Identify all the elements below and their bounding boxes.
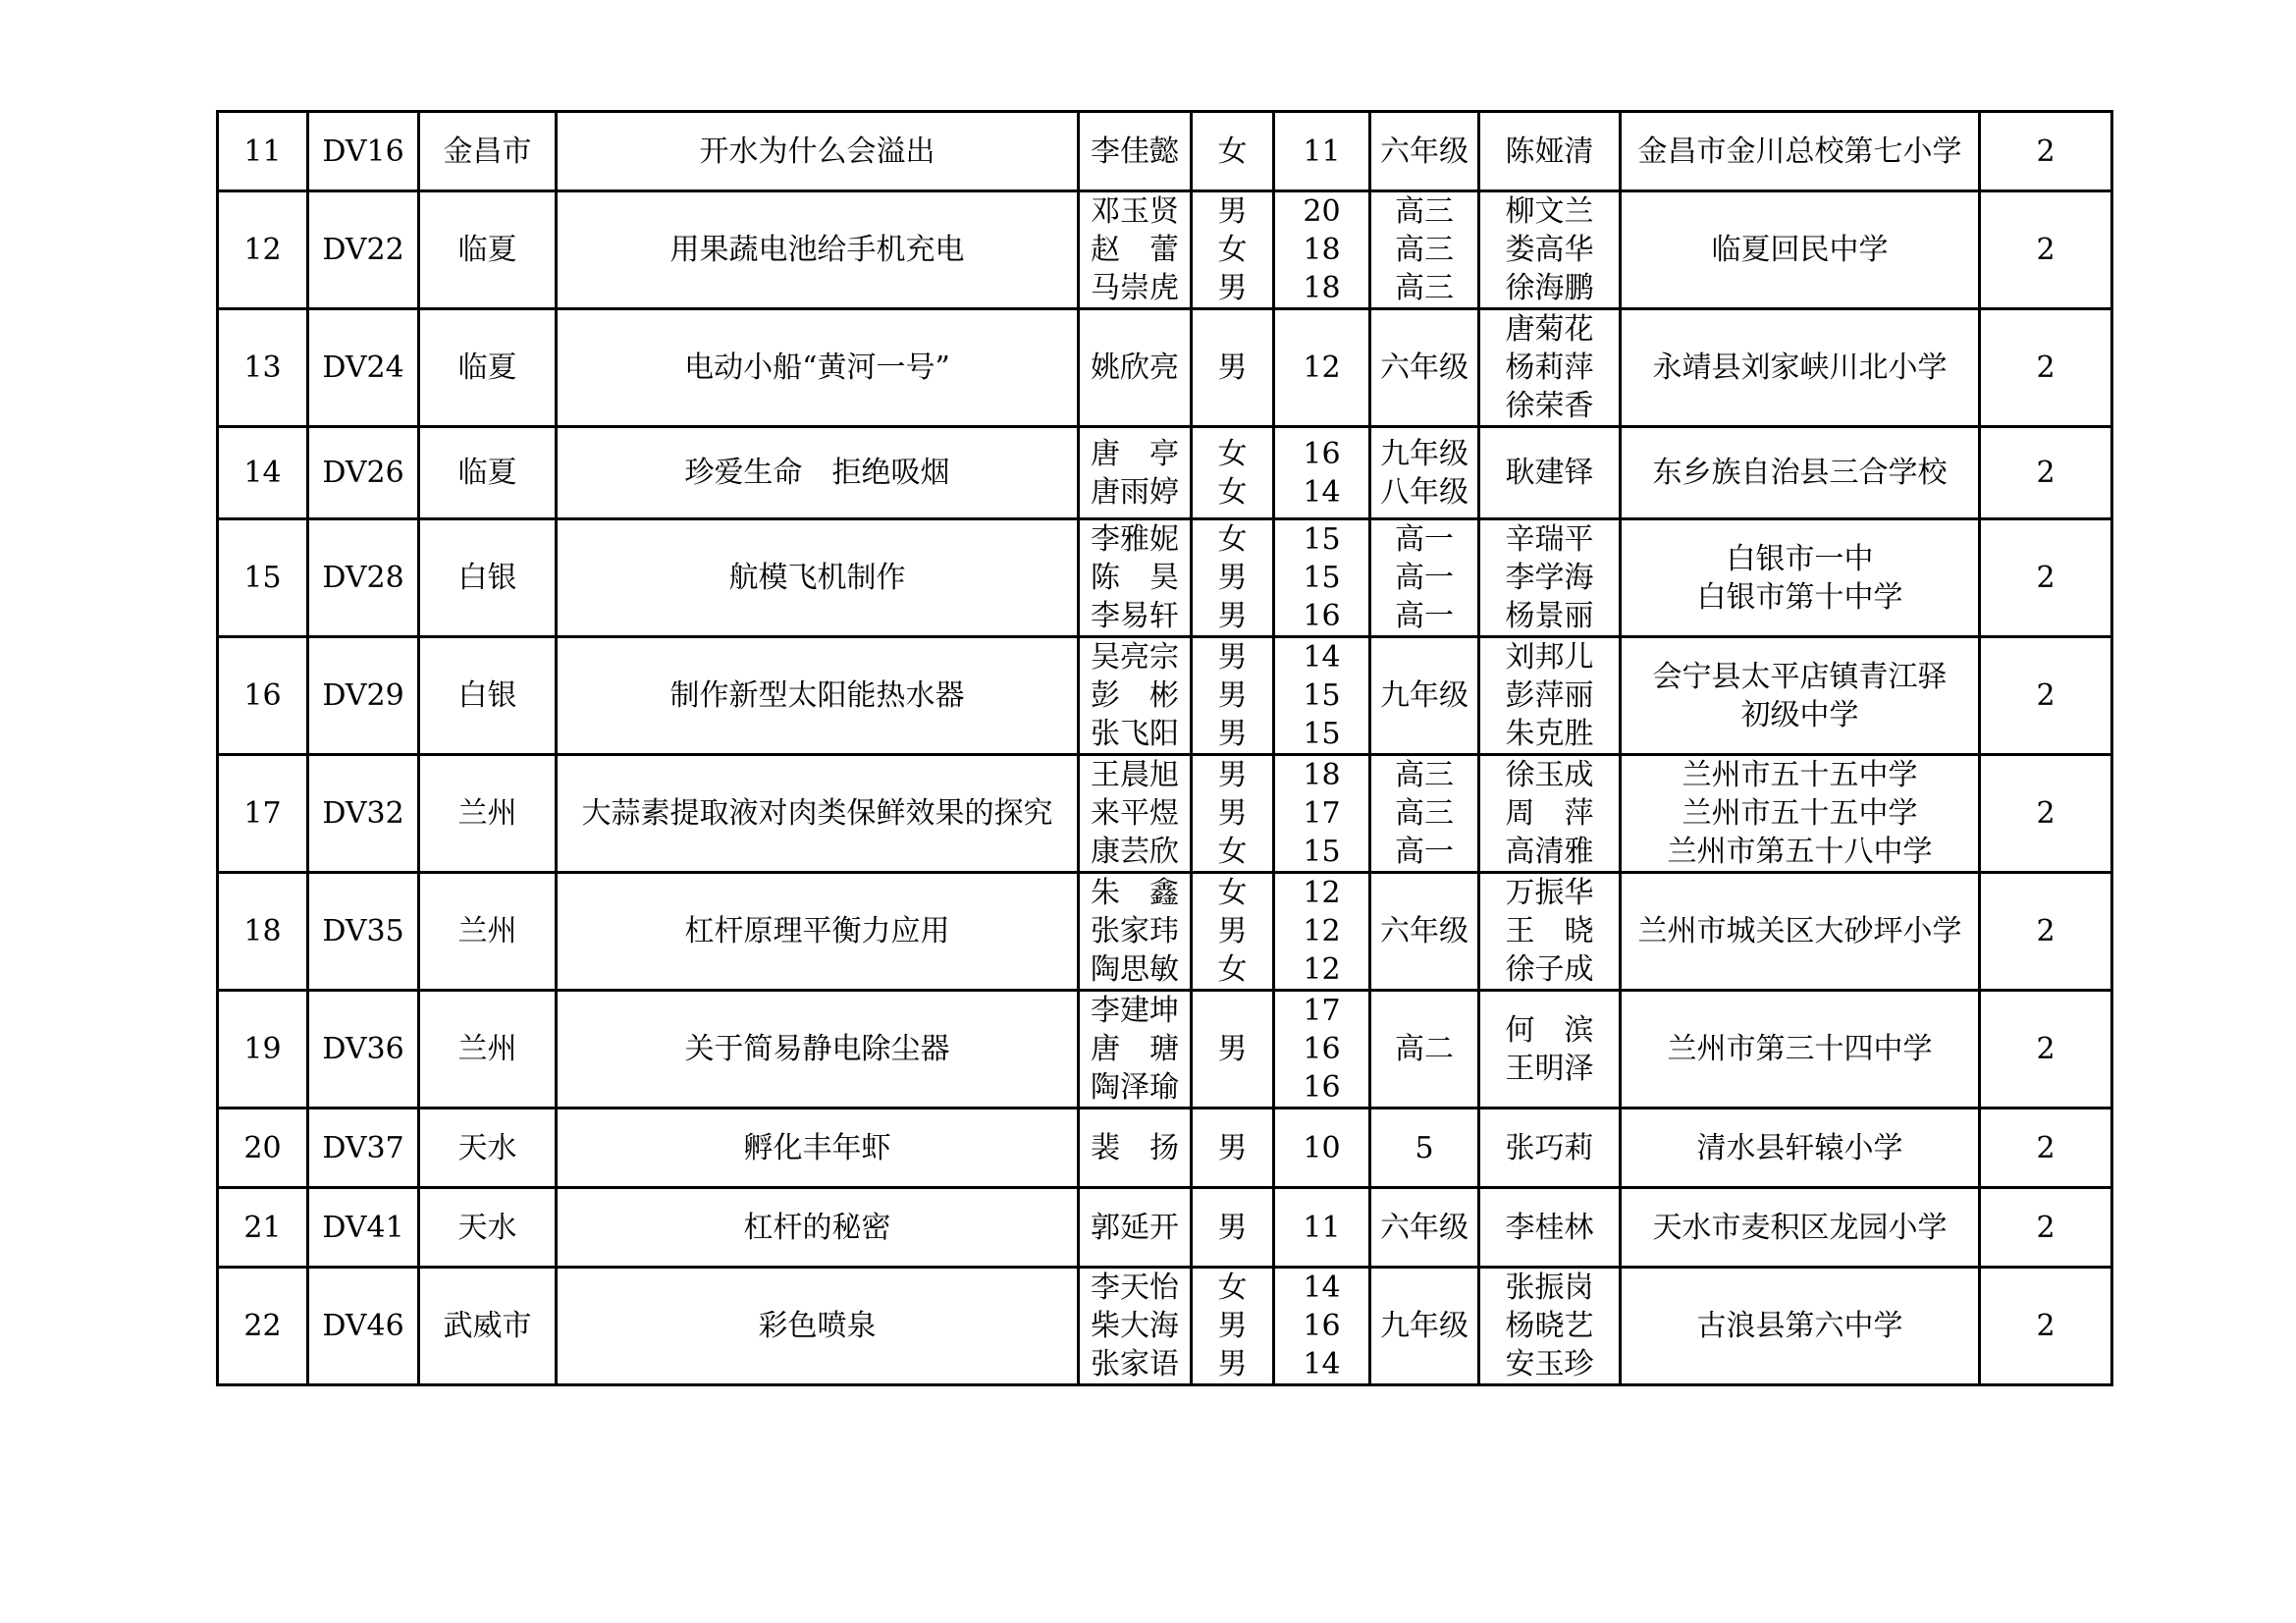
row-number: 12 — [218, 191, 308, 309]
project-title: 制作新型太阳能热水器 — [557, 637, 1079, 755]
school-names — [1621, 755, 1980, 873]
award-count: 2 — [1980, 637, 2112, 755]
student-names-line: 来平煜 — [1091, 796, 1179, 831]
award-count: 2 — [1980, 991, 2112, 1109]
student-ages-line: 12 — [1303, 876, 1341, 910]
student-names-line: 张家语 — [1091, 1347, 1179, 1381]
advisor-names-line: 杨晓艺 — [1505, 1309, 1594, 1343]
advisor-names-line: 耿建铎 — [1505, 456, 1594, 490]
advisor-names-line: 高清雅 — [1505, 835, 1594, 869]
student-grades-line: 高一 — [1395, 522, 1454, 557]
award-count: 2 — [1980, 1188, 2112, 1268]
project-code: DV28 — [308, 519, 419, 637]
student-genders-line: 男 — [1217, 271, 1248, 305]
student-ages-line: 20 — [1303, 194, 1341, 229]
student-grades — [1370, 755, 1479, 873]
table-row — [218, 112, 2112, 191]
student-grades — [1370, 1188, 1479, 1268]
student-genders-line: 男 — [1217, 1032, 1248, 1066]
project-title: 彩色喷泉 — [557, 1268, 1079, 1385]
advisor-names-line: 刘邦儿 — [1505, 640, 1594, 675]
table-row — [218, 873, 2112, 991]
advisor-names — [1479, 427, 1621, 519]
school-names — [1621, 637, 1980, 755]
table-row — [218, 1268, 2112, 1385]
award-count: 2 — [1980, 427, 2112, 519]
project-code: DV32 — [308, 755, 419, 873]
project-code: DV46 — [308, 1268, 419, 1385]
advisor-names-line: 徐海鹏 — [1505, 271, 1594, 305]
student-grades — [1370, 427, 1479, 519]
advisor-names-line: 娄高华 — [1505, 233, 1594, 267]
student-ages-line: 18 — [1303, 271, 1341, 305]
school-names-line: 东乡族自治县三合学校 — [1652, 456, 1948, 490]
student-names-line: 王晨旭 — [1091, 758, 1179, 792]
student-grades-line: 高三 — [1395, 194, 1454, 229]
student-genders — [1192, 1109, 1274, 1188]
student-names-line: 李天怡 — [1091, 1271, 1179, 1305]
student-genders-line: 女 — [1217, 233, 1248, 267]
student-ages — [1274, 755, 1370, 873]
advisor-names-line: 朱克胜 — [1505, 717, 1594, 751]
school-names — [1621, 1268, 1980, 1385]
student-ages-line: 16 — [1303, 1032, 1341, 1066]
project-title: 关于简易静电除尘器 — [557, 991, 1079, 1109]
award-count: 2 — [1980, 519, 2112, 637]
advisor-names — [1479, 873, 1621, 991]
school-names-line: 金昌市金川总校第七小学 — [1637, 134, 1962, 169]
student-names-line: 李佳懿 — [1091, 134, 1179, 169]
advisor-names — [1479, 519, 1621, 637]
student-ages — [1274, 112, 1370, 191]
student-grades-line: 八年级 — [1380, 474, 1468, 510]
school-names — [1621, 191, 1980, 309]
student-ages-line: 11 — [1303, 1210, 1341, 1245]
student-genders-line: 女 — [1217, 1271, 1248, 1305]
advisor-names — [1479, 991, 1621, 1109]
student-ages — [1274, 873, 1370, 991]
student-names — [1079, 112, 1192, 191]
project-title: 用果蔬电池给手机充电 — [557, 191, 1079, 309]
student-genders-line: 男 — [1217, 1309, 1248, 1343]
student-grades-line: 六年级 — [1380, 134, 1468, 169]
project-title: 电动小船“黄河一号” — [557, 309, 1079, 427]
student-genders-line: 男 — [1217, 1130, 1248, 1165]
student-names-line: 唐雨婷 — [1091, 474, 1179, 510]
student-ages-line: 11 — [1303, 134, 1341, 169]
student-ages — [1274, 1188, 1370, 1268]
student-ages-line: 15 — [1303, 561, 1341, 595]
student-names — [1079, 1109, 1192, 1188]
award-count: 2 — [1980, 873, 2112, 991]
advisor-names — [1479, 191, 1621, 309]
advisor-names — [1479, 112, 1621, 191]
school-names-line: 白银市第十中学 — [1696, 579, 1903, 615]
advisor-names — [1479, 1268, 1621, 1385]
student-ages — [1274, 991, 1370, 1109]
student-names — [1079, 637, 1192, 755]
table-row — [218, 519, 2112, 637]
advisor-names-line: 万振华 — [1505, 876, 1594, 910]
advisor-names-line: 张振岗 — [1505, 1271, 1594, 1305]
advisor-names-line: 唐菊花 — [1505, 312, 1594, 347]
student-grades — [1370, 519, 1479, 637]
student-grades-line: 高三 — [1395, 796, 1454, 831]
student-ages-line: 12 — [1303, 952, 1341, 987]
student-ages-line: 18 — [1303, 758, 1341, 792]
row-number: 21 — [218, 1188, 308, 1268]
student-genders-line: 男 — [1217, 796, 1248, 831]
school-names-line: 白银市一中 — [1726, 541, 1874, 576]
student-names-line: 张家玮 — [1091, 914, 1179, 948]
project-title: 航模飞机制作 — [557, 519, 1079, 637]
student-names-line: 陈 昊 — [1091, 561, 1179, 595]
advisor-names-line: 李学海 — [1505, 561, 1594, 595]
student-grades — [1370, 991, 1479, 1109]
table-row — [218, 1109, 2112, 1188]
student-ages — [1274, 191, 1370, 309]
row-number: 22 — [218, 1268, 308, 1385]
student-names — [1079, 191, 1192, 309]
advisor-names-line: 周 萍 — [1505, 796, 1594, 831]
student-names-line: 李易轩 — [1091, 599, 1179, 633]
student-ages-line: 16 — [1303, 436, 1341, 471]
row-number: 15 — [218, 519, 308, 637]
project-title: 开水为什么会溢出 — [557, 112, 1079, 191]
region: 临夏 — [419, 191, 557, 309]
school-names — [1621, 427, 1980, 519]
award-count: 2 — [1980, 755, 2112, 873]
student-grades-line: 六年级 — [1380, 351, 1468, 385]
student-grades-line: 高一 — [1395, 835, 1454, 869]
student-names-line: 唐 瑭 — [1091, 1032, 1179, 1066]
student-genders-line: 女 — [1217, 522, 1248, 557]
student-genders-line: 男 — [1217, 640, 1248, 675]
award-count: 2 — [1980, 1268, 2112, 1385]
project-code: DV22 — [308, 191, 419, 309]
advisor-names-line: 王 晓 — [1505, 914, 1594, 948]
school-names-line: 清水县轩辕小学 — [1696, 1130, 1903, 1165]
student-genders-line: 女 — [1217, 436, 1248, 471]
student-ages-line: 15 — [1303, 522, 1341, 557]
student-names-line: 姚欣亮 — [1091, 351, 1179, 385]
student-names-line: 郭延开 — [1091, 1210, 1179, 1245]
student-genders — [1192, 1268, 1274, 1385]
advisor-names-line: 陈娅清 — [1505, 134, 1594, 169]
entries-table — [216, 110, 2113, 1386]
school-names-line: 临夏回民中学 — [1711, 233, 1889, 267]
school-names — [1621, 1188, 1980, 1268]
student-genders-line: 男 — [1217, 678, 1248, 713]
student-ages-line: 16 — [1303, 1309, 1341, 1343]
student-genders — [1192, 427, 1274, 519]
student-names — [1079, 1188, 1192, 1268]
student-ages-line: 16 — [1303, 1070, 1341, 1105]
student-names — [1079, 519, 1192, 637]
school-names — [1621, 1109, 1980, 1188]
region: 临夏 — [419, 427, 557, 519]
student-names-line: 李建坤 — [1091, 994, 1179, 1028]
school-names — [1621, 519, 1980, 637]
table-row — [218, 755, 2112, 873]
student-grades-line: 高一 — [1395, 599, 1454, 633]
table-row — [218, 309, 2112, 427]
student-genders-line: 男 — [1217, 194, 1248, 229]
award-count: 2 — [1980, 191, 2112, 309]
student-genders-line: 男 — [1217, 599, 1248, 633]
student-ages-line: 12 — [1303, 351, 1341, 385]
project-code: DV41 — [308, 1188, 419, 1268]
student-ages-line: 12 — [1303, 914, 1341, 948]
student-ages-line: 17 — [1303, 994, 1341, 1028]
advisor-names-line: 徐子成 — [1505, 952, 1594, 987]
school-names-line: 兰州市五十五中学 — [1682, 758, 1918, 792]
school-names-line: 兰州市五十五中学 — [1682, 796, 1918, 831]
student-grades-line: 九年级 — [1380, 678, 1468, 713]
student-names — [1079, 991, 1192, 1109]
student-genders — [1192, 309, 1274, 427]
row-number: 19 — [218, 991, 308, 1109]
student-grades-line: 高三 — [1395, 233, 1454, 267]
student-genders — [1192, 637, 1274, 755]
advisor-names-line: 安玉珍 — [1505, 1347, 1594, 1381]
table-row — [218, 191, 2112, 309]
project-title: 孵化丰年虾 — [557, 1109, 1079, 1188]
project-title: 杠杆原理平衡力应用 — [557, 873, 1079, 991]
region: 兰州 — [419, 755, 557, 873]
student-ages-line: 14 — [1303, 474, 1341, 510]
project-title: 珍爱生命 拒绝吸烟 — [557, 427, 1079, 519]
student-names-line: 张飞阳 — [1091, 717, 1179, 751]
student-ages-line: 10 — [1303, 1130, 1341, 1165]
student-genders — [1192, 991, 1274, 1109]
advisor-names-line: 辛瑞平 — [1505, 522, 1594, 557]
project-code: DV26 — [308, 427, 419, 519]
student-grades-line: 高二 — [1395, 1032, 1454, 1066]
student-names — [1079, 427, 1192, 519]
school-names-line: 天水市麦积区龙园小学 — [1652, 1210, 1948, 1245]
student-genders-line: 女 — [1217, 952, 1248, 987]
student-grades — [1370, 1268, 1479, 1385]
award-count: 2 — [1980, 309, 2112, 427]
student-genders-line: 男 — [1217, 1347, 1248, 1381]
project-code: DV36 — [308, 991, 419, 1109]
student-ages-line: 18 — [1303, 233, 1341, 267]
advisor-names-line: 徐玉成 — [1505, 758, 1594, 792]
project-code: DV37 — [308, 1109, 419, 1188]
student-genders-line: 男 — [1217, 758, 1248, 792]
school-names-line: 初级中学 — [1740, 697, 1859, 732]
advisor-names — [1479, 309, 1621, 427]
student-grades-line: 5 — [1415, 1130, 1434, 1165]
advisor-names-line: 王明泽 — [1505, 1051, 1594, 1086]
advisor-names-line: 何 滨 — [1505, 1012, 1594, 1048]
student-grades — [1370, 873, 1479, 991]
student-names-line: 彭 彬 — [1091, 678, 1179, 713]
student-names-line: 邓玉贤 — [1091, 194, 1179, 229]
award-count: 2 — [1980, 1109, 2112, 1188]
student-names-line: 柴大海 — [1091, 1309, 1179, 1343]
region: 兰州 — [419, 991, 557, 1109]
student-names-line: 唐 亭 — [1091, 436, 1179, 471]
student-genders — [1192, 873, 1274, 991]
project-code: DV24 — [308, 309, 419, 427]
student-ages-line: 16 — [1303, 599, 1341, 633]
table-row — [218, 1188, 2112, 1268]
student-genders-line: 女 — [1217, 835, 1248, 869]
advisor-names-line: 徐荣香 — [1505, 389, 1594, 423]
school-names — [1621, 112, 1980, 191]
school-names — [1621, 991, 1980, 1109]
region: 临夏 — [419, 309, 557, 427]
row-number: 13 — [218, 309, 308, 427]
student-grades-line: 六年级 — [1380, 914, 1468, 948]
project-title: 杠杆的秘密 — [557, 1188, 1079, 1268]
student-names — [1079, 1268, 1192, 1385]
student-genders — [1192, 755, 1274, 873]
student-grades — [1370, 309, 1479, 427]
student-names — [1079, 873, 1192, 991]
student-ages-line: 14 — [1303, 640, 1341, 675]
student-ages-line: 14 — [1303, 1347, 1341, 1381]
student-ages — [1274, 1268, 1370, 1385]
region: 武威市 — [419, 1268, 557, 1385]
row-number: 17 — [218, 755, 308, 873]
school-names-line: 古浪县第六中学 — [1696, 1309, 1903, 1343]
student-names-line: 康芸欣 — [1091, 835, 1179, 869]
student-grades — [1370, 1109, 1479, 1188]
advisor-names-line: 柳文兰 — [1505, 194, 1594, 229]
table-row — [218, 991, 2112, 1109]
region: 白银 — [419, 637, 557, 755]
award-count: 2 — [1980, 112, 2112, 191]
student-grades-line: 六年级 — [1380, 1210, 1468, 1245]
school-names-line: 兰州市第五十八中学 — [1667, 835, 1933, 869]
region: 白银 — [419, 519, 557, 637]
region: 金昌市 — [419, 112, 557, 191]
advisor-names-line: 李桂林 — [1505, 1210, 1594, 1245]
student-names — [1079, 755, 1192, 873]
advisor-names-line: 杨莉萍 — [1505, 351, 1594, 385]
project-code: DV29 — [308, 637, 419, 755]
region: 天水 — [419, 1188, 557, 1268]
student-grades-line: 九年级 — [1380, 436, 1468, 471]
student-names-line: 马崇虎 — [1091, 271, 1179, 305]
student-ages-line: 15 — [1303, 678, 1341, 713]
row-number: 14 — [218, 427, 308, 519]
student-genders-line: 男 — [1217, 561, 1248, 595]
student-ages-line: 15 — [1303, 717, 1341, 751]
advisor-names — [1479, 637, 1621, 755]
student-ages-line: 17 — [1303, 796, 1341, 831]
student-ages — [1274, 637, 1370, 755]
student-names — [1079, 309, 1192, 427]
student-genders — [1192, 191, 1274, 309]
student-ages — [1274, 309, 1370, 427]
project-code: DV35 — [308, 873, 419, 991]
student-names-line: 朱 鑫 — [1091, 876, 1179, 910]
student-grades — [1370, 191, 1479, 309]
school-names-line: 兰州市城关区大砂坪小学 — [1637, 914, 1962, 948]
student-genders — [1192, 1188, 1274, 1268]
student-names-line: 赵 蕾 — [1091, 233, 1179, 267]
student-names-line: 吴亮宗 — [1091, 640, 1179, 675]
student-genders-line: 男 — [1217, 717, 1248, 751]
advisor-names — [1479, 755, 1621, 873]
student-genders — [1192, 112, 1274, 191]
project-title: 大蒜素提取液对肉类保鲜效果的探究 — [557, 755, 1079, 873]
student-genders-line: 女 — [1217, 474, 1248, 510]
student-grades-line: 高三 — [1395, 758, 1454, 792]
region: 兰州 — [419, 873, 557, 991]
student-ages-line: 14 — [1303, 1271, 1341, 1305]
student-names-line: 李雅妮 — [1091, 522, 1179, 557]
row-number: 20 — [218, 1109, 308, 1188]
student-genders-line: 女 — [1217, 876, 1248, 910]
student-genders-line: 女 — [1217, 134, 1248, 169]
row-number: 11 — [218, 112, 308, 191]
project-code: DV16 — [308, 112, 419, 191]
table-row — [218, 637, 2112, 755]
student-genders-line: 男 — [1217, 914, 1248, 948]
table-row — [218, 427, 2112, 519]
student-ages — [1274, 427, 1370, 519]
student-genders-line: 男 — [1217, 351, 1248, 385]
advisor-names — [1479, 1109, 1621, 1188]
school-names-line: 会宁县太平店镇青江驿 — [1652, 659, 1948, 694]
row-number: 18 — [218, 873, 308, 991]
student-ages — [1274, 1109, 1370, 1188]
student-genders-line: 男 — [1217, 1210, 1248, 1245]
advisor-names-line: 杨景丽 — [1505, 599, 1594, 633]
school-names-line: 兰州市第三十四中学 — [1667, 1032, 1933, 1066]
student-grades-line: 高一 — [1395, 561, 1454, 595]
region: 天水 — [419, 1109, 557, 1188]
student-grades — [1370, 112, 1479, 191]
student-ages — [1274, 519, 1370, 637]
school-names — [1621, 309, 1980, 427]
student-grades — [1370, 637, 1479, 755]
row-number: 16 — [218, 637, 308, 755]
student-ages-line: 15 — [1303, 835, 1341, 869]
student-names-line: 陶思敏 — [1091, 952, 1179, 987]
advisor-names — [1479, 1188, 1621, 1268]
table-body — [218, 112, 2112, 1385]
advisor-names-line: 张巧莉 — [1505, 1130, 1594, 1165]
student-names-line: 裴 扬 — [1091, 1130, 1179, 1165]
school-names — [1621, 873, 1980, 991]
student-grades-line: 高三 — [1395, 271, 1454, 305]
student-grades-line: 九年级 — [1380, 1309, 1468, 1343]
student-genders — [1192, 519, 1274, 637]
school-names-line: 永靖县刘家峡川北小学 — [1652, 351, 1948, 385]
advisor-names-line: 彭萍丽 — [1505, 678, 1594, 713]
student-names-line: 陶泽瑜 — [1091, 1070, 1179, 1105]
